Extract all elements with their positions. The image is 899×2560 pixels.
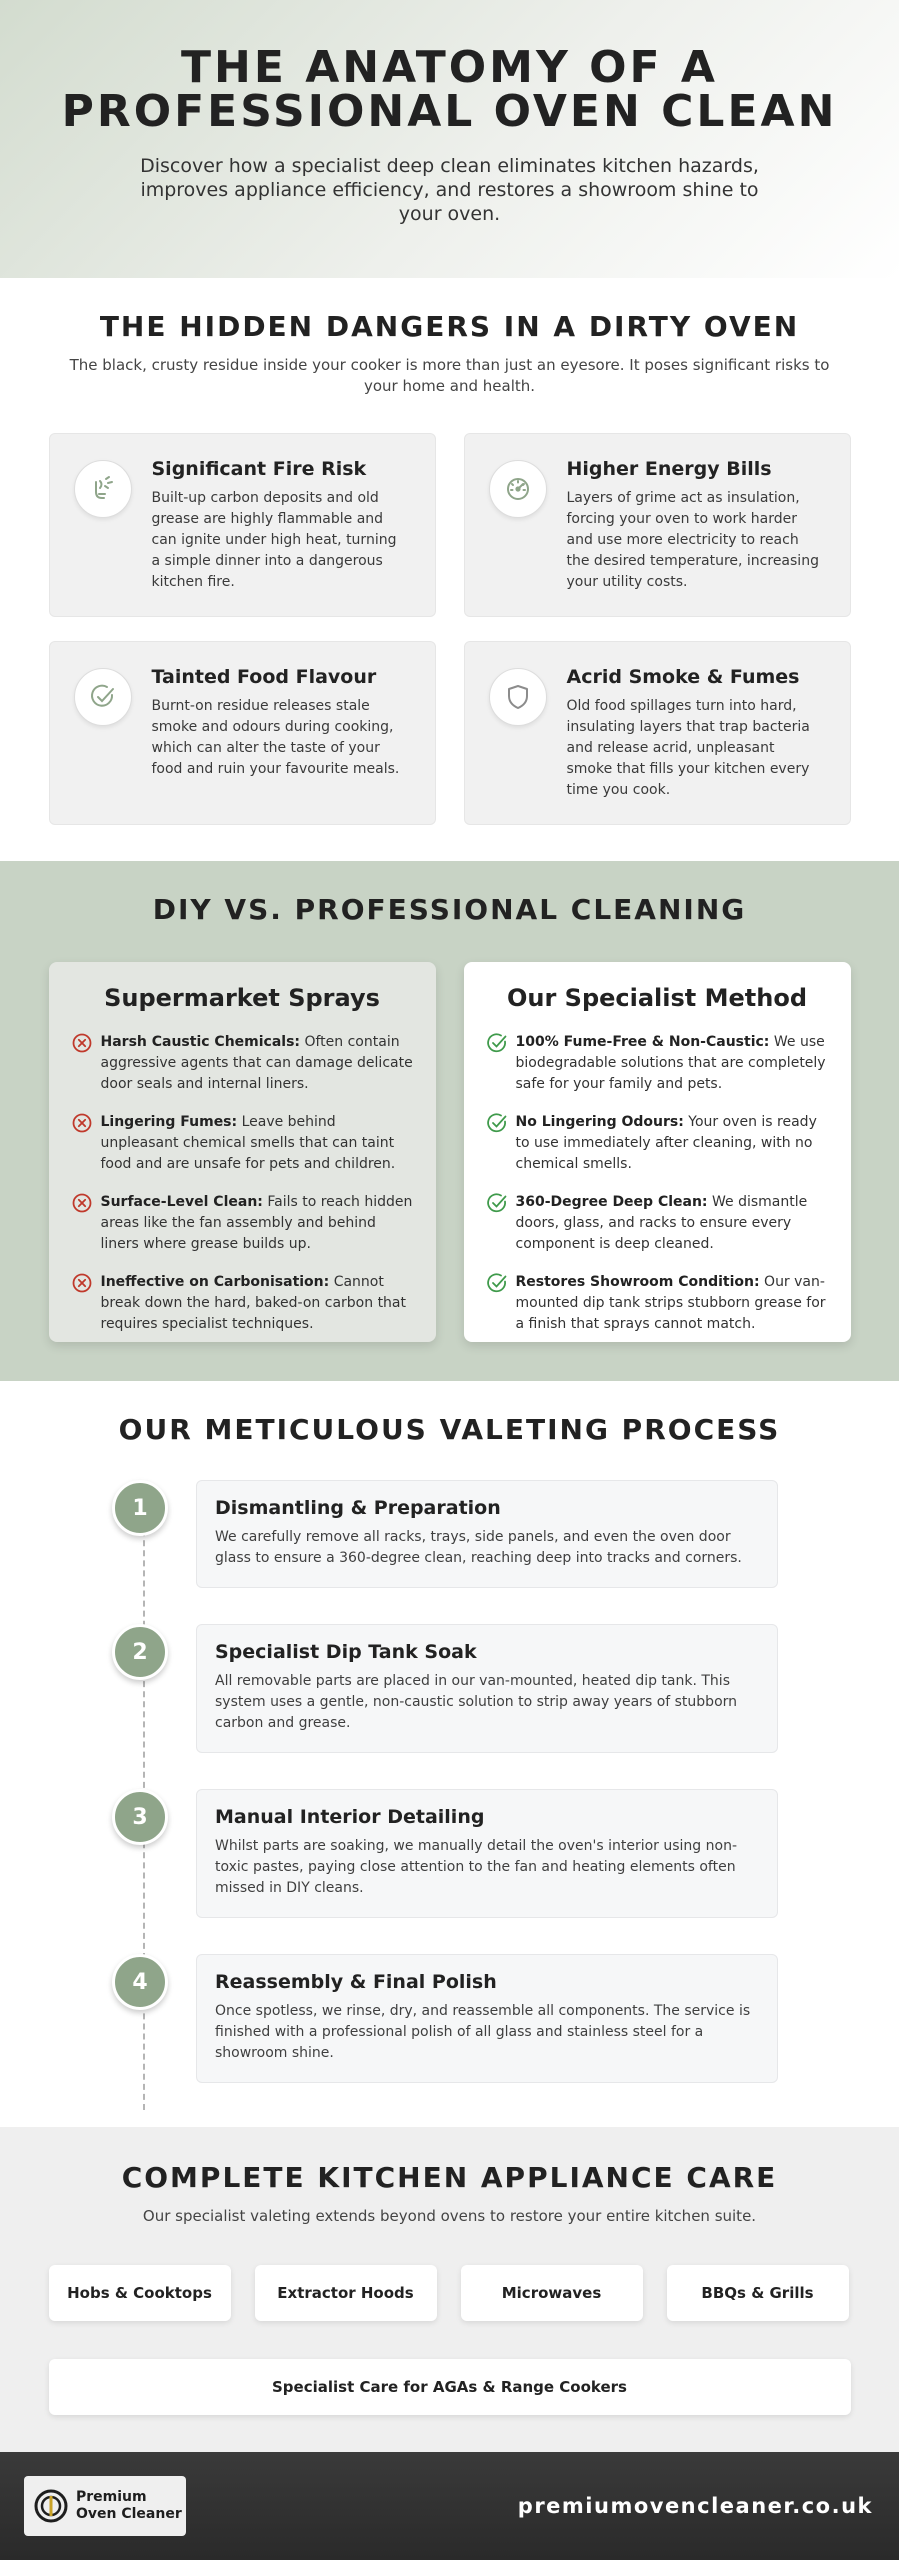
pro-card-title: Our Specialist Method xyxy=(506,984,808,1012)
cross-circle-icon xyxy=(71,1192,93,1214)
step-title: Manual Interior Detailing xyxy=(215,1806,485,1828)
danger-card-smoke xyxy=(464,641,851,825)
comparison-section xyxy=(0,861,899,1381)
diy-item-text xyxy=(101,1272,414,1335)
step-text: We carefully remove all racks, trays, side panels, and even the oven door glass to ensure a 360-degree clean, reaching deep into tracks and corners. xyxy=(215,1529,742,1566)
footer xyxy=(0,2452,899,2560)
appliance-chip-microwaves: Microwaves xyxy=(461,2265,643,2321)
diy-item xyxy=(71,1112,414,1175)
diy-item-body: Fails to reach hidden areas like the fan assembly and behind liners where grease builds up. xyxy=(100,1194,413,1252)
diy-item-heading: Harsh Caustic Chemicals: xyxy=(100,1034,301,1050)
appliance-chip-agas: Specialist Care for AGAs & Range Cookers xyxy=(49,2359,851,2415)
diy-item-body: Cannot break down the hard, baked-on carbon that requires specialist techniques. xyxy=(100,1274,406,1332)
check-circle-icon xyxy=(486,1192,508,1214)
diy-card xyxy=(49,962,436,1342)
process-step xyxy=(112,1624,812,1753)
appliances-section xyxy=(0,2127,899,2452)
website-link[interactable]: premiumovencleaner.co.uk xyxy=(517,2494,873,2518)
comparison-title: DIY VS. PROFESSIONAL CLEANING xyxy=(152,893,747,926)
check-circle-icon xyxy=(486,1112,508,1134)
process-section xyxy=(0,1381,899,2127)
oven-logo-icon xyxy=(34,2489,68,2523)
shield-icon xyxy=(489,668,547,726)
step-text: Whilst parts are soaking, we manually detail the oven's interior using non-toxic pastes, paying close attention to the fan and heating elements often missed in DIY cleans. xyxy=(215,1838,738,1896)
brand-name-line1: Premium xyxy=(76,2489,147,2505)
pro-item-text xyxy=(516,1272,829,1335)
appliances-intro: Our specialist valeting extends beyond ovens to restore your entire kitchen suite. xyxy=(142,2207,757,2225)
dangers-intro: The black, crusty residue inside your cooker is more than just an eyesore. It poses significant risks to your home and health. xyxy=(69,356,830,395)
step-text: All removable parts are placed in our van-mounted, heated dip tank. This system uses a gentle, non-caustic solution to strip away years of stubborn carbon and grease. xyxy=(215,1673,738,1731)
process-title: OUR METICULOUS VALETING PROCESS xyxy=(118,1413,781,1446)
process-timeline xyxy=(112,1480,812,2083)
danger-title: Acrid Smoke & Fumes xyxy=(566,666,800,688)
dangers-section xyxy=(0,278,899,861)
brand-name xyxy=(76,2489,182,2523)
check-circle-icon xyxy=(486,1272,508,1294)
pro-item xyxy=(486,1112,829,1175)
diy-item xyxy=(71,1272,414,1335)
hero-section xyxy=(0,0,899,278)
danger-title: Tainted Food Flavour xyxy=(151,666,377,688)
comparison-grid xyxy=(49,962,851,1342)
danger-text: Old food spillages turn into hard, insulating layers that trap bacteria and release acrid, unpleasant smoke that fills your kitchen every time you cook. xyxy=(566,698,810,798)
pro-item-heading: 100% Fume-Free & Non-Caustic: xyxy=(515,1034,770,1050)
danger-text: Layers of grime act as insulation, forcing your oven to work harder and use more electricity to reach the desired temperature, increasing your utility costs. xyxy=(566,490,819,590)
pro-item xyxy=(486,1272,829,1335)
appliance-chip-hoods: Extractor Hoods xyxy=(255,2265,437,2321)
danger-card-energy xyxy=(464,433,851,617)
step-number-badge: 3 xyxy=(112,1789,168,1845)
pro-item-heading: 360-Degree Deep Clean: xyxy=(515,1194,708,1210)
danger-card-fire xyxy=(49,433,436,617)
cross-circle-icon xyxy=(71,1112,93,1134)
fire-hazard-icon xyxy=(74,460,132,518)
pro-item-body: We use biodegradable solutions that are completely safe for your family and pets. xyxy=(515,1034,826,1092)
page-title: THE ANATOMY OF A PROFESSIONAL OVEN CLEAN xyxy=(61,42,838,137)
diy-item-text xyxy=(101,1112,414,1175)
step-title: Dismantling & Preparation xyxy=(215,1497,501,1519)
diy-item-heading: Surface-Level Clean: xyxy=(100,1194,263,1210)
diy-card-title: Supermarket Sprays xyxy=(104,984,380,1012)
step-title: Reassembly & Final Polish xyxy=(215,1971,497,1993)
danger-card-flavour xyxy=(49,641,436,825)
pro-item-body: Our van-mounted dip tank strips stubborn grease for a finish that sprays cannot match. xyxy=(515,1274,826,1332)
danger-text: Burnt-on residue releases stale smoke and odours during cooking, which can alter the taste of your food and ruin your favourite meals. xyxy=(151,698,400,777)
process-step xyxy=(112,1954,812,2083)
brand-logo[interactable] xyxy=(24,2476,186,2536)
danger-text: Built-up carbon deposits and old grease are highly flammable and can ignite under high heat, turning a simple dinner into a dangerous kitchen fire. xyxy=(151,490,397,590)
diy-item xyxy=(71,1032,414,1095)
pro-item xyxy=(486,1192,829,1255)
step-card xyxy=(196,1789,778,1918)
pro-item-heading: Restores Showroom Condition: xyxy=(515,1274,760,1290)
hero-subtitle: Discover how a specialist deep clean eliminates kitchen hazards, improves appliance efficiency, and restores a showroom shine to your oven. xyxy=(140,155,759,225)
step-number-badge: 1 xyxy=(112,1480,168,1536)
step-card xyxy=(196,1480,778,1588)
appliance-chip-row xyxy=(49,2265,851,2321)
appliance-chip-hobs: Hobs & Cooktops xyxy=(49,2265,231,2321)
diy-item-body: Often contain aggressive agents that can damage delicate door seals and internal liners. xyxy=(100,1034,413,1092)
step-card xyxy=(196,1954,778,2083)
cross-circle-icon xyxy=(71,1272,93,1294)
step-number-badge: 2 xyxy=(112,1624,168,1680)
danger-title: Higher Energy Bills xyxy=(566,458,772,480)
pro-item-text xyxy=(516,1112,829,1175)
pro-item-body: Your oven is ready to use immediately after cleaning, with no chemical smells. xyxy=(515,1114,817,1172)
food-check-icon xyxy=(74,668,132,726)
diy-item-heading: Ineffective on Carbonisation: xyxy=(100,1274,330,1290)
cross-circle-icon xyxy=(71,1032,93,1054)
step-title: Specialist Dip Tank Soak xyxy=(215,1641,477,1663)
dangers-title: THE HIDDEN DANGERS IN A DIRTY OVEN xyxy=(99,310,800,343)
diy-item-text xyxy=(101,1192,414,1255)
energy-gauge-icon xyxy=(489,460,547,518)
step-card xyxy=(196,1624,778,1753)
process-step xyxy=(112,1789,812,1918)
pro-item-text xyxy=(516,1192,829,1255)
pro-card xyxy=(464,962,851,1342)
appliance-chip-bbqs: BBQs & Grills xyxy=(667,2265,849,2321)
pro-item xyxy=(486,1032,829,1095)
pro-item-heading: No Lingering Odours: xyxy=(515,1114,684,1130)
danger-title: Significant Fire Risk xyxy=(151,458,367,480)
diy-item-heading: Lingering Fumes: xyxy=(100,1114,238,1130)
diy-item xyxy=(71,1192,414,1255)
diy-item-body: Leave behind unpleasant chemical smells that can taint food and are unsafe for pets and children. xyxy=(100,1114,396,1172)
dangers-grid xyxy=(49,433,851,825)
step-text: Once spotless, we rinse, dry, and reassemble all components. The service is finished with a professional polish of all glass and stainless steel for a showroom shine. xyxy=(215,2003,751,2061)
check-circle-icon xyxy=(486,1032,508,1054)
appliances-title: COMPLETE KITCHEN APPLIANCE CARE xyxy=(121,2161,778,2194)
pro-item-text xyxy=(516,1032,829,1095)
process-step xyxy=(112,1480,812,1588)
brand-name-line2: Oven Cleaner xyxy=(76,2506,182,2522)
diy-item-text xyxy=(101,1032,414,1095)
step-number-badge: 4 xyxy=(112,1954,168,2010)
pro-item-body: We dismantle doors, glass, and racks to ensure every component is deep cleaned. xyxy=(515,1194,808,1252)
